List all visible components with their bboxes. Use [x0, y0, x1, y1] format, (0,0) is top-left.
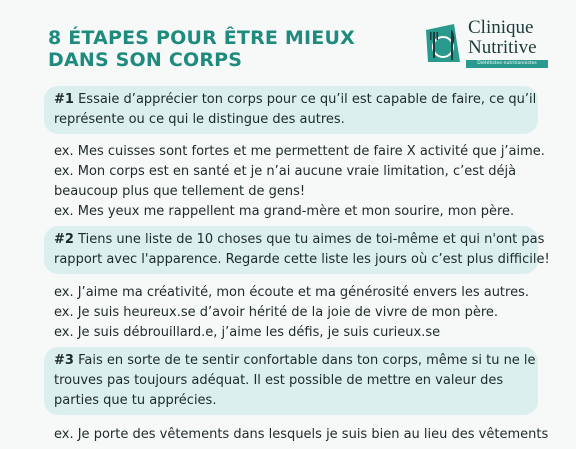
fork-knife-plate-icon [424, 22, 462, 64]
title-line-1: 8 ÉTAPES POUR ÊTRE MIEUX [48, 27, 355, 49]
example-line: ex. Je suis débrouillard.e, j’aime les défis, je suis curieux.se [54, 325, 441, 340]
step-1-line-2: représente ou ce qui le distingue des autres. [54, 112, 345, 127]
step-3-number: #3 [54, 353, 74, 368]
logo-subtitle: Diététistes-nutritionnistes [466, 60, 548, 68]
step-1-line-1 [54, 90, 537, 110]
example-line: ex. Mon corps est en santé et je n’ai aucune vraie limitation, c’est déjà [54, 164, 517, 179]
logo-line-1: Clinique [468, 17, 534, 38]
step-3-line-1 [54, 351, 536, 371]
logo-wordmark [468, 18, 537, 58]
step-2-highlight [44, 226, 550, 274]
step-2-line-1 [54, 230, 545, 250]
step-1-text-1: Essaie d’apprécier ton corps pour ce qu’il est capable de faire, ce qu’il [73, 92, 537, 107]
example-line: beaucoup plus que tellement de gens! [54, 184, 306, 199]
step-1-number: #1 [54, 92, 74, 107]
clinique-nutritive-logo [424, 18, 549, 68]
step-2-line-2: rapport avec l'apparence. Regarde cette liste les jours où c’est plus difficile! [54, 252, 550, 267]
step-3-examples [54, 425, 549, 445]
example-line: ex. Mes yeux me rappellent ma grand-mère et mon sourire, mon père. [54, 204, 515, 219]
step-1-examples [54, 142, 545, 222]
step-3-highlight [44, 347, 538, 415]
title-line-2: DANS SON CORPS [48, 49, 243, 71]
step-3-line-2: trouves pas toujours adéquat. Il est possible de mettre en valeur des [54, 373, 504, 388]
example-line: ex. Je suis heureux.se d’avoir hérité de la joie de vivre de mon père. [54, 305, 499, 320]
step-3-text-1: Fais en sorte de te sentir confortable dans ton corps, même si tu ne le [73, 353, 536, 368]
page-title [48, 27, 355, 71]
step-1-highlight [44, 86, 538, 134]
step-2-number: #2 [54, 232, 74, 247]
example-line: ex. J’aime ma créativité, mon écoute et ma générosité envers les autres. [54, 285, 529, 300]
step-3-line-3: parties que tu apprécies. [54, 393, 217, 408]
example-line: ex. Mes cuisses sont fortes et me permettent de faire X activité que j’aime. [54, 144, 545, 159]
step-2-text-1: Tiens une liste de 10 choses que tu aimes de toi-même et qui n'ont pas [73, 232, 545, 247]
step-2-examples [54, 283, 538, 343]
logo-line-2: Nutritive [468, 37, 537, 58]
example-line: ex. Je porte des vêtements dans lesquels je suis bien au lieu des vêtements [54, 427, 549, 442]
